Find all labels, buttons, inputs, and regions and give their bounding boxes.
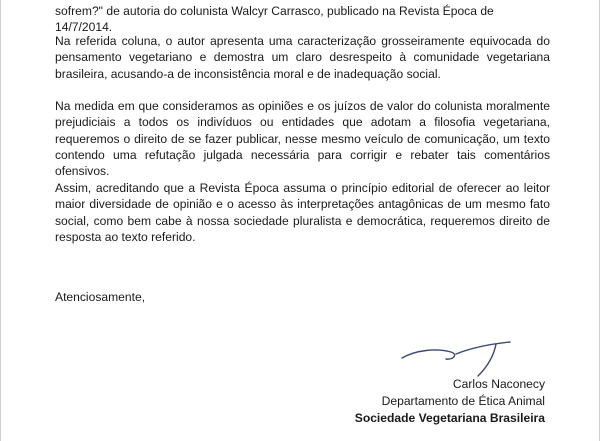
handwritten-signature bbox=[396, 330, 516, 380]
paragraph-2: Na referida coluna, o autor apresenta uma caracterização grosseiramente equivocada do pensamento vegetariano e demostra um claro desrespeito à comunidade vegetariana brasileira, acusando-a de inconsistência moral e de inadequação social. bbox=[55, 34, 550, 81]
signer-organization: Sociedade Vegetariana Brasileira bbox=[354, 411, 545, 425]
signature-block bbox=[355, 376, 545, 427]
paragraph-1: sofrem?" de autoria do colunista Walcyr Carrasco, publicado na Revista Época de 14/7/2014. bbox=[55, 4, 494, 35]
paragraph-3: Na medida em que consideramos as opiniões e os juízos de valor do colunista moralmente prejudiciais a todos os indivíduos ou entidades que adotam a filosofia vegetariana, requeremos o direito de se fazer publicar, nesse mesmo veículo de comunicação, um texto contendo uma refutação julgada necessária para corrigir e rebater tais comentários ofensivos. bbox=[55, 99, 550, 179]
closing-salutation: Atenciosamente, bbox=[55, 290, 146, 304]
paragraph-4: Assim, acreditando que a Revista Época assuma o princípio editorial de oferecer ao leitor maior diversidade de opinião e o acesso às interpretações antagônicas de um mesmo fato social, como bem cabe à nossa sociedade pluralista e democrática, requeremos direito de resposta ao texto referido. bbox=[55, 181, 550, 244]
signer-department: Departamento de Ética Animal bbox=[381, 394, 545, 408]
signer-name: Carlos Naconecy bbox=[452, 377, 545, 391]
